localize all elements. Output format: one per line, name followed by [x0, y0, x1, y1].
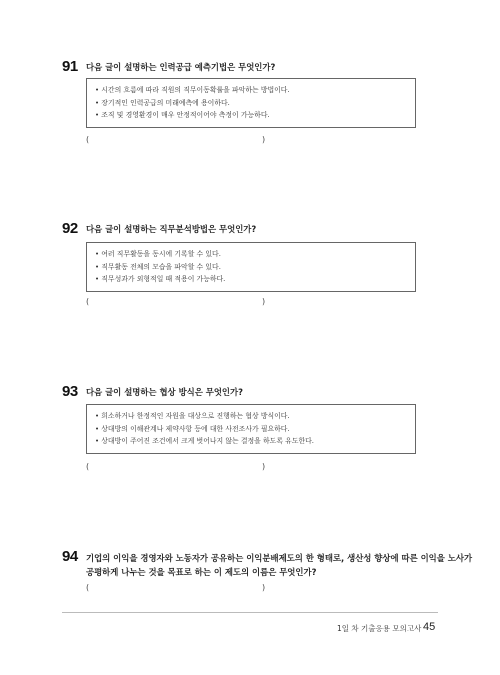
question-text: 다음 글이 설명하는 직무분석방법은 무엇인가?: [86, 224, 257, 234]
question-text-line: 기업의 이익을 경영자와 노동자가 공유하는 이익분배제도의 한 형태로, 생산성 향상에 따른 이익을 노사가: [86, 553, 473, 563]
question-number: 94: [62, 548, 78, 565]
info-box: [86, 404, 416, 454]
question-number: 92: [62, 220, 78, 237]
info-item: • 조직 및 경영환경이 매우 안정적이어야 측정이 가능하다.: [95, 111, 270, 119]
paren-open: (: [86, 462, 90, 471]
info-item: • 장기적인 인력공급의 미래예측에 용이하다.: [95, 98, 230, 107]
page-number: 45: [423, 621, 436, 633]
info-item: • 시간의 흐름에 따라 직원의 직무이동확률을 파악하는 방법이다.: [95, 86, 290, 94]
info-box: [86, 242, 416, 292]
paren-open: (: [86, 297, 90, 306]
info-item: • 희소하거나 한정적인 자원을 대상으로 진행하는 협상 방식이다.: [95, 412, 290, 420]
question-93: [62, 383, 442, 471]
footer-label: 1일 차 기출응용 모의고사: [337, 624, 422, 633]
info-box: [86, 78, 416, 128]
question-text: 다음 글이 설명하는 협상 방식은 무엇인가?: [86, 387, 243, 397]
paren-close: ): [262, 297, 266, 306]
paren-close: ): [262, 135, 266, 144]
question-91: [62, 58, 442, 144]
info-item: • 여러 직무활동을 동시에 기록할 수 있다.: [95, 250, 221, 258]
question-94: [62, 548, 473, 592]
question-number: 93: [62, 383, 78, 400]
question-text: [86, 551, 473, 579]
paren-open: (: [86, 135, 90, 144]
info-item: • 상대방의 이해관계나 제약사항 등에 대한 사전조사가 필요하다.: [95, 424, 290, 433]
question-92: [62, 220, 442, 306]
question-number: 91: [62, 58, 78, 75]
info-item: • 상대방이 주어진 조건에서 크게 벗어나지 않는 결정을 하도록 유도한다.: [95, 437, 314, 445]
info-item: • 직무활동 전체의 모습을 파악할 수 있다.: [95, 262, 221, 271]
question-text: 다음 글이 설명하는 인력공급 예측기법은 무엇인가?: [86, 62, 276, 72]
paren-close: ): [262, 462, 266, 471]
info-item: • 직무성과가 외형적일 때 적용이 가능하다.: [95, 275, 226, 283]
footer-divider: [62, 612, 438, 613]
paren-open: (: [86, 583, 90, 592]
question-text-line: 공평하게 나누는 것을 목표로 하는 이 제도의 이름은 무엇인가?: [86, 567, 317, 577]
paren-close: ): [262, 583, 266, 592]
